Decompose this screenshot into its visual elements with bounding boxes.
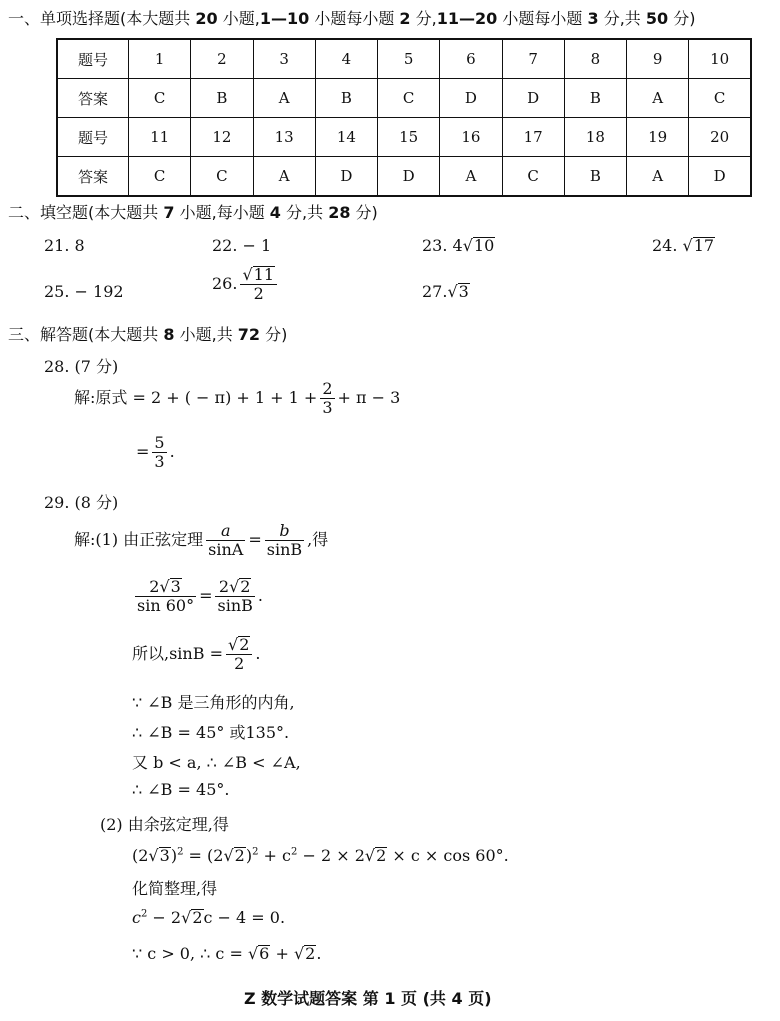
answer-cell: D xyxy=(315,157,377,197)
answer-cell: A xyxy=(627,157,689,197)
table-row-question-numbers-2 xyxy=(57,118,751,157)
answer-cell: D xyxy=(378,157,440,197)
math-text: + π − 3 xyxy=(337,388,401,407)
section-number: 一、 xyxy=(8,9,41,28)
radicand: 2 xyxy=(240,577,251,596)
sqrt-symbol: √2 xyxy=(293,944,316,963)
section-info: (本大题共 xyxy=(88,325,164,344)
section-count: 11—20 xyxy=(436,9,498,28)
fraction xyxy=(240,266,277,303)
math-text: − 2 xyxy=(147,908,182,927)
sqrt-symbol: √6 xyxy=(247,944,270,963)
answer-cell: C xyxy=(378,79,440,118)
math-text: . xyxy=(316,944,322,963)
sqrt-symbol: √2 xyxy=(181,908,203,927)
answer-cell: A xyxy=(253,157,315,197)
question-number-cell: 16 xyxy=(440,118,502,157)
section-1-heading xyxy=(8,6,695,29)
q28-line-2 xyxy=(136,434,175,471)
fraction-numerator: b xyxy=(265,522,304,541)
math-text: (2 xyxy=(132,846,149,865)
radicand: 17 xyxy=(693,236,715,255)
math-text: = xyxy=(199,586,213,605)
answer-cell: D xyxy=(440,79,502,118)
math-text: . xyxy=(169,442,175,461)
q29-line-3 xyxy=(132,636,260,673)
radicand: 2 xyxy=(376,846,387,865)
radicand: 2 xyxy=(305,944,316,963)
answer-cell: B xyxy=(191,79,253,118)
page-number: 1 xyxy=(384,989,396,1008)
answer-table xyxy=(56,38,752,197)
math-text: 解:(1) 由正弦定理 xyxy=(74,530,204,549)
q29-line-9 xyxy=(132,846,509,865)
fraction-denominator: 3 xyxy=(322,398,333,417)
math-text: 解:原式 = 2 + ( − π) + 1 + 1 + xyxy=(74,388,318,407)
math-text: = (2 xyxy=(183,846,224,865)
question-number-cell: 17 xyxy=(502,118,564,157)
question-number-cell: 2 xyxy=(191,39,253,79)
footer-text: Z xyxy=(244,989,256,1008)
question-number-cell: 7 xyxy=(502,39,564,79)
sqrt-symbol: √2 xyxy=(229,577,251,596)
section-info: 小题,每小题 xyxy=(174,203,270,222)
fraction xyxy=(215,578,254,615)
math-text: ∵ c > 0, ∴ c = xyxy=(132,944,243,963)
answer-cell: C xyxy=(129,157,191,197)
fraction-denominator: sinB xyxy=(266,540,303,559)
question-number-cell: 14 xyxy=(315,118,377,157)
sqrt-symbol: √11 xyxy=(242,265,275,284)
section-title: 填空题 xyxy=(40,203,89,222)
answer-cell: D xyxy=(689,157,751,197)
fraction-numerator: 5 xyxy=(154,433,165,452)
header-cell: 答案 xyxy=(57,157,129,197)
radicand: 10 xyxy=(473,236,495,255)
fraction-denominator: sinA xyxy=(208,540,244,559)
section-count: 8 xyxy=(163,325,175,344)
section-number: 二、 xyxy=(8,203,41,222)
q29-line-5: ∴ ∠B = 45° 或135°. xyxy=(132,723,290,742)
section-info: 小题每小题 xyxy=(309,9,400,28)
question-number-cell: 6 xyxy=(440,39,502,79)
exponent: 2 xyxy=(177,846,184,858)
coefficient: 2 xyxy=(218,577,230,596)
question-number-cell: 1 xyxy=(129,39,191,79)
section-2-heading xyxy=(8,200,378,223)
answer-cell: A xyxy=(253,79,315,118)
fraction xyxy=(226,636,252,673)
fill-label: 24. xyxy=(652,236,678,255)
radicand: 6 xyxy=(259,944,270,963)
page-footer xyxy=(244,986,492,1009)
question-number-cell: 5 xyxy=(378,39,440,79)
exponent: 2 xyxy=(252,846,259,858)
math-text: 所以,sinB = xyxy=(132,644,223,663)
sqrt-symbol: √2 xyxy=(223,846,245,865)
question-number-cell: 9 xyxy=(627,39,689,79)
section-number: 三、 xyxy=(8,325,41,344)
fraction-denominator: sin 60° xyxy=(137,596,195,615)
question-number-cell: 20 xyxy=(689,118,751,157)
section-count: 50 xyxy=(645,9,669,28)
answer-cell: C xyxy=(129,79,191,118)
answer-cell: B xyxy=(315,79,377,118)
fraction-denominator: 2 xyxy=(253,284,264,303)
fraction xyxy=(135,578,196,615)
fraction-denominator: 2 xyxy=(234,654,245,673)
fill-answer-23 xyxy=(422,236,495,255)
section-count: 7 xyxy=(163,203,175,222)
sqrt-symbol: √17 xyxy=(682,236,715,255)
fill-label: 26. xyxy=(212,274,238,293)
math-text: ) xyxy=(170,846,178,865)
q29-line-4: ∵ ∠B 是三角形的内角, xyxy=(132,693,295,712)
page-total: 4 xyxy=(451,989,463,1008)
question-number-cell: 15 xyxy=(378,118,440,157)
fraction-numerator xyxy=(215,578,254,597)
section-info: 小题每小题 xyxy=(497,9,588,28)
q29-line-1 xyxy=(74,522,328,559)
math-text: . xyxy=(257,586,263,605)
question-number-cell: 3 xyxy=(253,39,315,79)
question-number-cell: 4 xyxy=(315,39,377,79)
fraction-numerator xyxy=(226,636,252,655)
fill-answer-27 xyxy=(422,282,470,301)
sqrt-symbol: √3 xyxy=(447,282,469,301)
math-text: + c xyxy=(258,846,291,865)
section-count: 72 xyxy=(237,325,261,344)
footer-text: 数学试题答案 第 xyxy=(255,989,385,1008)
section-info: 分) xyxy=(668,9,696,28)
question-number-cell: 11 xyxy=(129,118,191,157)
section-3-heading xyxy=(8,322,287,345)
section-info: 分,共 xyxy=(598,9,646,28)
fraction-numerator xyxy=(135,578,196,597)
exponent: 2 xyxy=(291,846,298,858)
q29-line-6: 又 b < a, ∴ ∠B < ∠A, xyxy=(132,753,301,772)
table-row-answers-2 xyxy=(57,157,751,197)
answer-cell: D xyxy=(502,79,564,118)
math-text: ) xyxy=(245,846,253,865)
table-row-question-numbers-1 xyxy=(57,39,751,79)
math-text: × c × cos 60°. xyxy=(387,846,509,865)
sqrt-symbol: √3 xyxy=(148,846,170,865)
answer-cell: B xyxy=(564,79,626,118)
fraction-denominator: sinB xyxy=(217,596,253,615)
section-count: 2 xyxy=(399,9,411,28)
fraction-numerator: a xyxy=(206,522,245,541)
question-number-cell: 18 xyxy=(564,118,626,157)
radicand: 3 xyxy=(458,282,469,301)
question-number-cell: 19 xyxy=(627,118,689,157)
q29-title: 29. (8 分) xyxy=(44,493,119,512)
radicand: 3 xyxy=(170,577,181,596)
footer-text: 页) xyxy=(462,989,492,1008)
exponent: 2 xyxy=(140,908,148,920)
header-cell: 答案 xyxy=(57,79,129,118)
math-text: = xyxy=(248,530,262,549)
section-count: 3 xyxy=(587,9,599,28)
math-text: = xyxy=(136,442,150,461)
fill-label: 23. 4 xyxy=(422,236,463,255)
fill-answer-25: 25. − 192 xyxy=(44,282,124,301)
footer-text: 页 (共 xyxy=(395,989,452,1008)
section-count: 20 xyxy=(195,9,218,28)
question-number-cell: 8 xyxy=(564,39,626,79)
section-info: 分, xyxy=(410,9,437,28)
section-info: 小题,共 xyxy=(174,325,238,344)
radicand: 2 xyxy=(234,846,245,865)
radicand: 2 xyxy=(192,908,203,927)
fraction xyxy=(320,380,334,417)
section-count: 28 xyxy=(328,203,351,222)
fill-answer-21: 21. 8 xyxy=(44,236,85,255)
fraction-numerator: 2 xyxy=(322,379,333,398)
fraction xyxy=(265,522,304,559)
radicand: 2 xyxy=(239,635,250,654)
q29-line-7: ∴ ∠B = 45°. xyxy=(132,780,230,799)
fill-label: 27. xyxy=(422,282,448,301)
section-title: 单项选择题 xyxy=(40,9,121,28)
q29-line-11 xyxy=(132,908,285,927)
q28-line-1 xyxy=(74,380,400,417)
answer-cell: A xyxy=(627,79,689,118)
section-info: (本大题共 xyxy=(120,9,196,28)
section-count: 1—10 xyxy=(259,9,310,28)
sqrt-symbol: √2 xyxy=(227,635,250,654)
math-text: c xyxy=(132,908,141,927)
q29-line-12 xyxy=(132,944,321,963)
section-title: 解答题 xyxy=(40,325,89,344)
question-number-cell: 12 xyxy=(191,118,253,157)
sqrt-symbol: √2 xyxy=(364,846,387,865)
fraction xyxy=(206,522,245,559)
table-row-answers-1 xyxy=(57,79,751,118)
answer-cell: C xyxy=(191,157,253,197)
q29-line-10: 化简整理,得 xyxy=(132,879,218,898)
math-text: + xyxy=(270,944,289,963)
q28-title: 28. (7 分) xyxy=(44,357,119,376)
sqrt-symbol: √3 xyxy=(159,577,181,596)
header-cell: 题号 xyxy=(57,118,129,157)
fraction-numerator xyxy=(240,266,277,285)
section-info: (本大题共 xyxy=(88,203,164,222)
math-text: − 2 × 2 xyxy=(297,846,365,865)
radicand: 3 xyxy=(159,846,170,865)
question-number-cell: 13 xyxy=(253,118,315,157)
q29-line-2 xyxy=(132,578,263,615)
header-cell: 题号 xyxy=(57,39,129,79)
sqrt-symbol: √10 xyxy=(462,236,495,255)
fill-answer-24 xyxy=(652,236,715,255)
answer-cell: B xyxy=(564,157,626,197)
math-text: c − 4 = 0. xyxy=(203,908,286,927)
answer-cell: C xyxy=(502,157,564,197)
fill-answer-26 xyxy=(212,266,280,303)
section-info: 分,共 xyxy=(280,203,329,222)
fraction xyxy=(152,434,166,471)
section-info: 分) xyxy=(350,203,378,222)
answer-cell: C xyxy=(689,79,751,118)
question-number-cell: 10 xyxy=(689,39,751,79)
q29-line-8: (2) 由余弦定理,得 xyxy=(100,815,229,834)
radicand: 11 xyxy=(253,265,275,284)
answer-cell: A xyxy=(440,157,502,197)
fill-answer-22: 22. − 1 xyxy=(212,236,272,255)
section-count: 4 xyxy=(269,203,281,222)
coefficient: 2 xyxy=(149,577,160,596)
fraction-denominator: 3 xyxy=(154,452,165,471)
section-info: 分) xyxy=(260,325,288,344)
section-info: 小题, xyxy=(217,9,260,28)
math-text: ,得 xyxy=(307,530,329,549)
math-text: . xyxy=(255,644,261,663)
